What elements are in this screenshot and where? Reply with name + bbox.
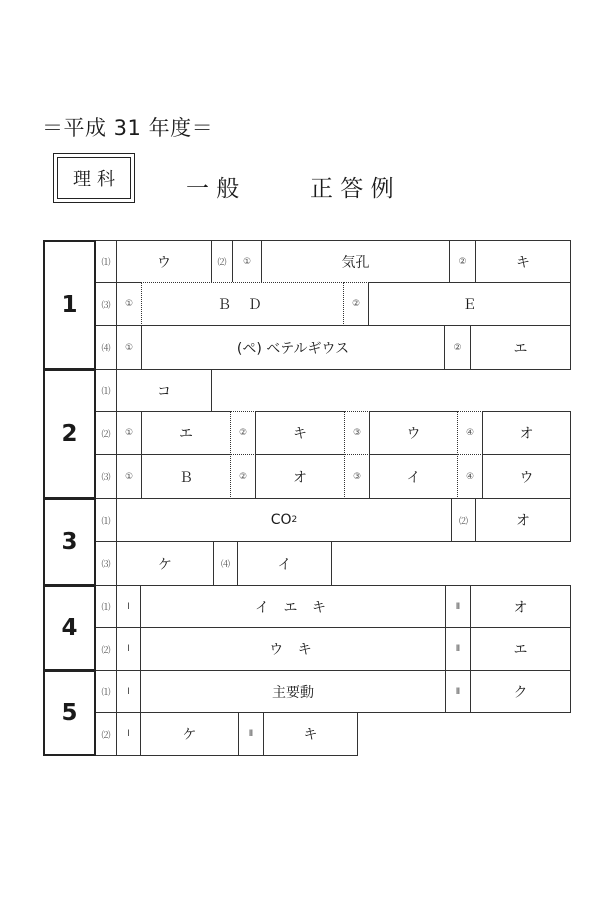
subject-label: 理科 (57, 157, 131, 199)
sub-marker: ② (444, 325, 471, 370)
part-marker: Ⅰ (116, 670, 141, 713)
sub-marker: ② (343, 282, 369, 326)
section-5-number: 5 (43, 670, 96, 756)
part-marker: Ⅱ (238, 712, 264, 756)
category-label: 一 般 (186, 176, 240, 202)
answer-cell: ケ (116, 541, 214, 586)
sub-marker: ① (116, 325, 142, 370)
answer-cell: Ｅ (368, 282, 571, 326)
sub-marker: ① (116, 411, 142, 455)
sub-marker: ④ (457, 454, 483, 499)
answer-cell: (ペ) ベテルギウス (141, 325, 445, 370)
section-2-number: 2 (43, 369, 96, 499)
answer-cell: オ (255, 454, 345, 499)
answer-cell: ウ (116, 240, 212, 283)
subject-box (53, 153, 135, 203)
answer-cell: ケ (140, 712, 239, 756)
sub-marker: ① (116, 454, 142, 499)
sub-marker: ① (232, 240, 262, 283)
part-marker: Ⅱ (445, 670, 471, 713)
formula-subscript: 2 (291, 515, 298, 525)
q-marker: ⑵ (95, 712, 117, 756)
answer-label: 正 答 例 (310, 176, 394, 202)
answer-cell: イ (237, 541, 332, 586)
part-marker: Ⅰ (116, 627, 141, 671)
answer-cell: キ (255, 411, 345, 455)
answer-cell (116, 498, 452, 542)
answer-cell: キ (475, 240, 571, 283)
q-marker: ⑷ (95, 325, 117, 370)
q-marker: ⑵ (211, 240, 233, 283)
sub-marker: ③ (344, 411, 370, 455)
q-marker: ⑵ (95, 627, 117, 671)
q-marker: ⑶ (95, 541, 117, 586)
q-marker: ⑴ (95, 369, 117, 412)
formula-text: CO (270, 512, 292, 528)
sub-marker: ② (449, 240, 476, 283)
answer-cell: Ｂ Ｄ (141, 282, 344, 326)
answer-cell: ク (470, 670, 571, 713)
sub-marker: ② (230, 454, 256, 499)
part-marker: Ⅱ (445, 627, 471, 671)
sub-marker: ③ (344, 454, 370, 499)
q-marker: ⑷ (213, 541, 238, 586)
section-3-number: 3 (43, 498, 96, 586)
sub-marker: ① (116, 282, 142, 326)
q-marker: ⑴ (95, 670, 117, 713)
section-1-number: 1 (43, 240, 96, 370)
answer-cell: エ (141, 411, 231, 455)
sub-marker: ④ (457, 411, 483, 455)
part-marker: Ⅰ (116, 585, 141, 628)
q-marker: ⑴ (95, 498, 117, 542)
answer-cell: 気孔 (261, 240, 450, 283)
part-marker: Ⅰ (116, 712, 141, 756)
answer-cell: イ (369, 454, 458, 499)
section-4-number: 4 (43, 585, 96, 671)
answer-cell: キ (263, 712, 358, 756)
answer-cell: ウ (369, 411, 458, 455)
q-marker: ⑶ (95, 454, 117, 499)
part-marker: Ⅱ (445, 585, 471, 628)
page-heading: ＝平成 31 年度＝ (42, 116, 214, 140)
answer-cell: ウ (482, 454, 571, 499)
answer-cell: コ (116, 369, 212, 412)
answer-cell: オ (470, 585, 571, 628)
answer-cell: ウ キ (140, 627, 446, 671)
answer-cell: 主要動 (140, 670, 446, 713)
q-marker: ⑴ (95, 585, 117, 628)
answer-cell: エ (470, 325, 571, 370)
q-marker: ⑴ (95, 240, 117, 283)
answer-cell: オ (482, 411, 571, 455)
answer-cell: Ｂ (141, 454, 231, 499)
answer-cell: エ (470, 627, 571, 671)
sub-marker: ② (230, 411, 256, 455)
answer-cell: イ エ キ (140, 585, 446, 628)
q-marker: ⑵ (95, 411, 117, 455)
q-marker: ⑵ (451, 498, 476, 542)
q-marker: ⑶ (95, 282, 117, 326)
answer-cell: オ (475, 498, 571, 542)
